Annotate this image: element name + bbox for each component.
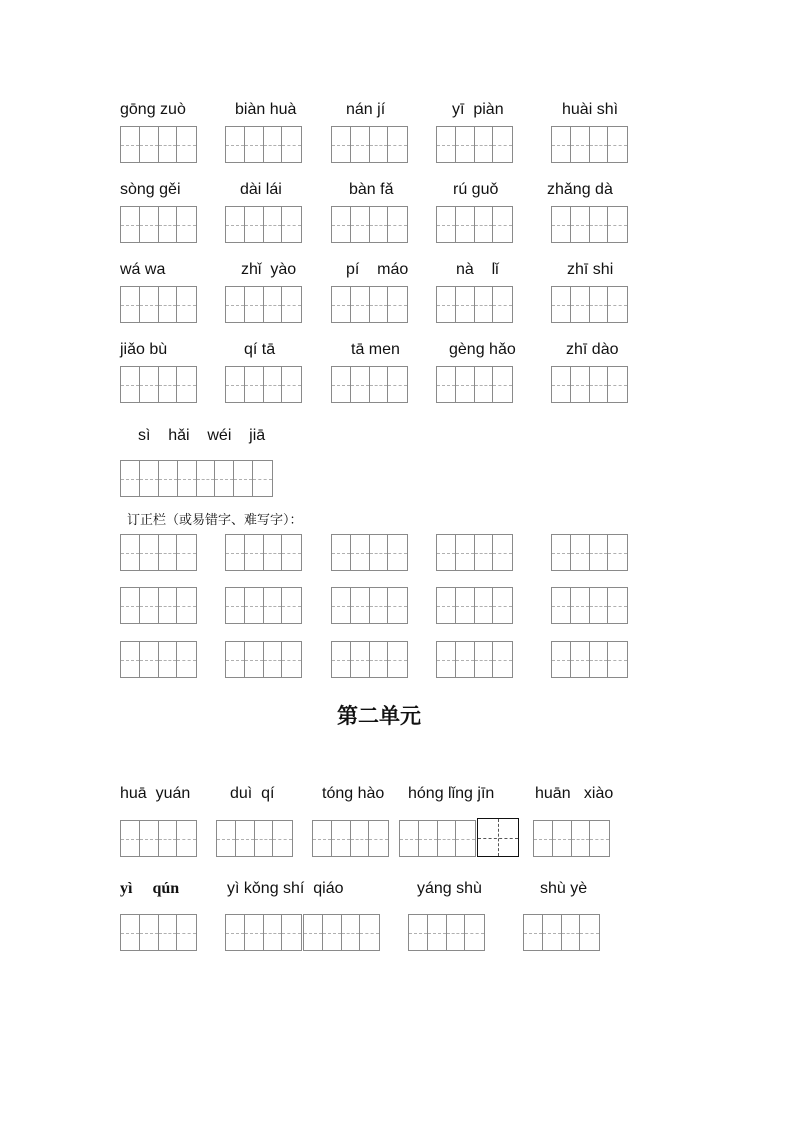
grid-cell[interactable] [178,461,197,496]
pinyin-r1-c2: biàn huà [235,101,297,118]
correction-grid-r2-c2[interactable] [225,587,302,624]
grid-cell[interactable] [456,207,475,242]
grid-cell[interactable] [313,821,332,856]
grid-cell[interactable] [264,588,283,623]
grid-cell[interactable] [245,535,264,570]
u2-pinyin-r2-c4: shù yè [540,880,588,897]
grid-cell[interactable] [332,367,351,402]
grid-cell[interactable] [226,588,245,623]
grid-cell[interactable] [370,367,389,402]
grid-cell[interactable] [226,127,245,162]
grid-cell[interactable] [159,461,178,496]
grid-cell[interactable] [282,588,301,623]
pinyin-r1-c1: gōng zuò [120,101,186,118]
writing-grid-r4-c4[interactable] [436,366,513,403]
correction-grid-r2-c3[interactable] [331,587,408,624]
grid-cell[interactable] [351,642,370,677]
u2-pinyin-r1-c3: tóng hào [322,785,385,802]
grid-cell[interactable] [552,367,571,402]
u2-pinyin-r2-c3: yáng shù [417,880,482,897]
grid-cell[interactable] [590,127,609,162]
grid-cell[interactable] [388,588,407,623]
pinyin-r4-c5: zhī dào [566,341,619,358]
grid-cell[interactable] [159,127,178,162]
grid-cell[interactable] [264,535,283,570]
grid-cell[interactable] [590,821,609,856]
grid-cell[interactable] [456,642,475,677]
pinyin-r3-c5: zhī shi [567,261,614,278]
u2-grid-r1-c2[interactable] [216,820,293,857]
grid-cell[interactable] [245,127,264,162]
correction-grid-r3-c5[interactable] [551,641,628,678]
grid-cell[interactable] [493,642,512,677]
grid-cell[interactable] [571,207,590,242]
grid-cell[interactable] [159,588,178,623]
writing-grid-r3-c3[interactable] [331,286,408,323]
grid-cell[interactable] [217,821,236,856]
grid-cell[interactable] [543,915,562,950]
pinyin-r1-c4: yī piàn [452,101,504,118]
grid-cell[interactable] [226,642,245,677]
grid-cell[interactable] [332,535,351,570]
grid-cell[interactable] [121,287,140,322]
grid-cell[interactable] [608,588,627,623]
grid-cell[interactable] [456,535,475,570]
grid-cell[interactable] [140,127,159,162]
grid-cell[interactable] [475,287,494,322]
grid-cell[interactable] [370,207,389,242]
u2-pinyin-r2-c1: yì qún [120,880,180,897]
grid-cell[interactable] [177,535,196,570]
grid-cell[interactable] [264,642,283,677]
grid-cell[interactable] [370,588,389,623]
grid-cell[interactable] [388,642,407,677]
pinyin-r4-c3: tā men [351,341,400,358]
writing-grid-r3-c5[interactable] [551,286,628,323]
writing-grid-r1-c4[interactable] [436,126,513,163]
correction-grid-r3-c3[interactable] [331,641,408,678]
grid-cell[interactable] [456,588,475,623]
grid-cell[interactable] [304,915,323,950]
writing-grid-r2-c5[interactable] [551,206,628,243]
pinyin-r4-c2: qí tā [244,341,276,358]
writing-grid-r4-c2[interactable] [225,366,302,403]
grid-cell[interactable] [562,915,581,950]
grid-cell[interactable] [121,207,140,242]
grid-cell[interactable] [245,207,264,242]
grid-cell[interactable] [140,287,159,322]
writing-grid-r3-c2[interactable] [225,286,302,323]
grid-cell[interactable] [140,915,159,950]
correction-grid-r1-c2[interactable] [225,534,302,571]
grid-cell[interactable] [437,642,456,677]
grid-cell[interactable] [400,821,419,856]
unit2-title: 第二单元 [337,704,421,728]
grid-cell[interactable] [273,821,292,856]
grid-cell[interactable] [159,207,178,242]
grid-cell[interactable] [437,127,456,162]
grid-cell[interactable] [608,535,627,570]
grid-cell[interactable] [342,915,361,950]
grid-cell[interactable] [475,127,494,162]
grid-cell[interactable] [245,915,264,950]
grid-cell[interactable] [159,535,178,570]
grid-cell[interactable] [351,367,370,402]
pinyin-r3-c1: wá wa [120,261,166,278]
grid-cell[interactable] [493,127,512,162]
grid-cell[interactable] [388,207,407,242]
grid-cell[interactable] [255,821,274,856]
writing-grid-r4-c1[interactable] [120,366,197,403]
grid-cell[interactable] [264,127,283,162]
grid-cell[interactable] [571,642,590,677]
grid-cell[interactable] [580,915,599,950]
writing-grid-r3-c1[interactable] [120,286,197,323]
grid-cell[interactable] [456,287,475,322]
grid-cell[interactable] [245,287,264,322]
writing-grid-r3-c4[interactable] [436,286,513,323]
grid-cell[interactable] [332,588,351,623]
writing-grid-r1-c5[interactable] [551,126,628,163]
grid-cell[interactable] [388,367,407,402]
grid-cell[interactable] [159,287,178,322]
grid-cell[interactable] [369,821,388,856]
grid-cell[interactable] [475,367,494,402]
grid-cell[interactable] [571,367,590,402]
grid-cell[interactable] [234,461,253,496]
grid-cell[interactable] [282,367,301,402]
writing-grid-r1-c1[interactable] [120,126,197,163]
correction-grid-r1-c5[interactable] [551,534,628,571]
grid-cell[interactable] [282,207,301,242]
grid-cell[interactable] [351,287,370,322]
grid-cell[interactable] [493,287,512,322]
correction-grid-r1-c4[interactable] [436,534,513,571]
writing-grid-r4-c3[interactable] [331,366,408,403]
u2-grid-r1-c1[interactable] [120,820,197,857]
grid-cell[interactable] [226,207,245,242]
grid-cell[interactable] [282,915,301,950]
grid-cell[interactable] [571,287,590,322]
grid-cell[interactable] [493,367,512,402]
grid-cell[interactable] [608,207,627,242]
grid-cell[interactable] [456,821,475,856]
grid-cell[interactable] [121,367,140,402]
u2-grid-r2-c2a[interactable] [225,914,302,951]
grid-cell[interactable] [428,915,447,950]
grid-cell[interactable] [360,915,379,950]
grid-cell[interactable] [437,367,456,402]
u2-grid-r2-c4[interactable] [523,914,600,951]
grid-cell[interactable] [245,367,264,402]
grid-cell[interactable] [177,588,196,623]
grid-cell[interactable] [140,588,159,623]
u2-pinyin-r1-c4: hóng lǐng jīn [408,785,495,802]
grid-cell[interactable] [608,642,627,677]
writing-grid-r2-c4[interactable] [436,206,513,243]
grid-cell[interactable] [571,127,590,162]
grid-cell[interactable] [419,821,438,856]
writing-grid-r2-c2[interactable] [225,206,302,243]
grid-cell[interactable] [332,642,351,677]
grid-cell[interactable] [456,127,475,162]
grid-cell[interactable] [226,535,245,570]
grid-cell[interactable] [159,367,178,402]
u2-pinyin-r1-c5: huān xiào [535,785,614,802]
grid-cell[interactable] [590,287,609,322]
grid-cell[interactable] [534,821,553,856]
grid-cell[interactable] [245,588,264,623]
grid-cell[interactable] [140,642,159,677]
grid-cell[interactable] [553,821,572,856]
grid-cell[interactable] [590,535,609,570]
grid-cell[interactable] [493,588,512,623]
grid-cell[interactable] [590,367,609,402]
highlighted-grid-box[interactable] [477,818,519,857]
grid-cell[interactable] [332,127,351,162]
u2-grid-r1-c3[interactable] [312,820,389,857]
grid-cell[interactable] [332,287,351,322]
grid-cell[interactable] [409,915,428,950]
grid-cell[interactable] [475,588,494,623]
u2-grid-r2-c3[interactable] [408,914,485,951]
grid-cell[interactable] [608,127,627,162]
grid-cell[interactable] [351,821,370,856]
u2-grid-r2-c1[interactable] [120,914,197,951]
u2-pinyin-r1-c1: huā yuán [120,785,191,802]
grid-cell[interactable] [282,642,301,677]
pinyin-r2-c4: rú guǒ [453,181,499,198]
grid-cell[interactable] [177,821,196,856]
grid-cell[interactable] [437,207,456,242]
grid-cell[interactable] [121,127,140,162]
grid-cell[interactable] [332,207,351,242]
grid-cell[interactable] [571,535,590,570]
grid-cell[interactable] [177,287,196,322]
pinyin-idiom: sì hǎi wéi jiā [138,427,266,444]
grid-cell[interactable] [552,535,571,570]
pinyin-r1-c5: huài shì [562,101,619,118]
pinyin-r4-c4: gèng hǎo [449,341,516,358]
grid-cell[interactable] [245,642,264,677]
grid-cell[interactable] [437,588,456,623]
grid-cell[interactable] [177,127,196,162]
grid-cell[interactable] [370,127,389,162]
grid-cell[interactable] [524,915,543,950]
grid-cell[interactable] [197,461,216,496]
correction-label: 订正栏（或易错字、难写字）： [127,512,303,527]
grid-cell[interactable] [493,207,512,242]
grid-cell[interactable] [253,461,272,496]
grid-cell[interactable] [447,915,466,950]
grid-cell[interactable] [388,127,407,162]
writing-grid-r1-c3[interactable] [331,126,408,163]
grid-cell[interactable] [177,642,196,677]
pinyin-r2-c2: dài lái [240,181,282,198]
grid-cell[interactable] [264,207,283,242]
grid-cell[interactable] [475,642,494,677]
grid-cell[interactable] [590,207,609,242]
grid-cell[interactable] [282,127,301,162]
grid-cell[interactable] [351,207,370,242]
grid-cell[interactable] [475,207,494,242]
pinyin-r1-c3: nán jí [346,101,386,118]
grid-cell[interactable] [370,287,389,322]
grid-cell[interactable] [140,535,159,570]
grid-cell[interactable] [264,367,283,402]
grid-cell[interactable] [552,287,571,322]
grid-cell[interactable] [159,821,178,856]
correction-grid-r2-c5[interactable] [551,587,628,624]
grid-cell[interactable] [475,535,494,570]
grid-cell[interactable] [332,821,351,856]
grid-cell[interactable] [465,915,484,950]
correction-grid-r3-c4[interactable] [436,641,513,678]
grid-cell[interactable] [264,287,283,322]
grid-cell[interactable] [370,535,389,570]
grid-cell[interactable] [140,461,159,496]
grid-cell[interactable] [388,287,407,322]
grid-cell[interactable] [351,127,370,162]
grid-cell[interactable] [121,821,140,856]
grid-cell[interactable] [140,207,159,242]
writing-grid-r1-c2[interactable] [225,126,302,163]
writing-grid-idiom[interactable] [120,460,273,497]
correction-grid-r1-c1[interactable] [120,534,197,571]
grid-cell[interactable] [456,367,475,402]
pinyin-r2-c1: sòng gěi [120,181,181,198]
u2-grid-r1-c5[interactable] [533,820,610,857]
pinyin-r2-c5: zhǎng dà [547,181,613,198]
grid-cell[interactable] [438,821,457,856]
correction-grid-r2-c4[interactable] [436,587,513,624]
grid-cell[interactable] [121,915,140,950]
pinyin-r4-c1: jiǎo bù [120,341,168,358]
grid-cell[interactable] [323,915,342,950]
pinyin-r3-c3: pí máo [346,261,409,278]
grid-cell[interactable] [121,461,140,496]
grid-cell[interactable] [590,642,609,677]
grid-cell[interactable] [121,535,140,570]
u2-pinyin-r1-c2: duì qí [230,785,275,802]
grid-cell[interactable] [177,915,196,950]
grid-cell[interactable] [493,535,512,570]
grid-cell[interactable] [121,642,140,677]
correction-grid-r3-c1[interactable] [120,641,197,678]
correction-grid-r1-c3[interactable] [331,534,408,571]
grid-cell[interactable] [572,821,591,856]
grid-cell[interactable] [282,535,301,570]
writing-grid-r2-c1[interactable] [120,206,197,243]
grid-cell[interactable] [177,367,196,402]
u2-pinyin-r2-c2: yì kǒng shí qiáo [227,880,344,897]
grid-cell[interactable] [159,915,178,950]
pinyin-r3-c2: zhǐ yào [241,261,297,278]
grid-cell[interactable] [552,642,571,677]
grid-cell[interactable] [226,287,245,322]
grid-cell[interactable] [177,207,196,242]
writing-grid-r2-c3[interactable] [331,206,408,243]
grid-cell[interactable] [351,588,370,623]
correction-grid-r2-c1[interactable] [120,587,197,624]
grid-cell[interactable] [370,642,389,677]
grid-cell[interactable] [437,287,456,322]
grid-cell[interactable] [236,821,255,856]
u2-grid-r2-c2b[interactable] [303,914,380,951]
pinyin-r2-c3: bàn fǎ [349,181,394,198]
grid-cell[interactable] [571,588,590,623]
grid-cell[interactable] [226,915,245,950]
grid-cell[interactable] [140,821,159,856]
pinyin-r3-c4: nà lǐ [456,261,499,278]
grid-cell[interactable] [140,367,159,402]
grid-cell[interactable] [552,207,571,242]
u2-grid-r1-c4[interactable] [399,820,476,857]
grid-cell[interactable] [437,535,456,570]
grid-cell[interactable] [282,287,301,322]
writing-grid-r4-c5[interactable] [551,366,628,403]
grid-cell[interactable] [226,367,245,402]
grid-cell[interactable] [608,287,627,322]
grid-cell[interactable] [121,588,140,623]
grid-cell[interactable] [608,367,627,402]
grid-cell[interactable] [215,461,234,496]
grid-cell[interactable] [552,588,571,623]
grid-cell[interactable] [590,588,609,623]
grid-cell[interactable] [264,915,283,950]
grid-cell[interactable] [159,642,178,677]
grid-cell[interactable] [388,535,407,570]
correction-grid-r3-c2[interactable] [225,641,302,678]
grid-cell[interactable] [552,127,571,162]
grid-cell[interactable] [351,535,370,570]
